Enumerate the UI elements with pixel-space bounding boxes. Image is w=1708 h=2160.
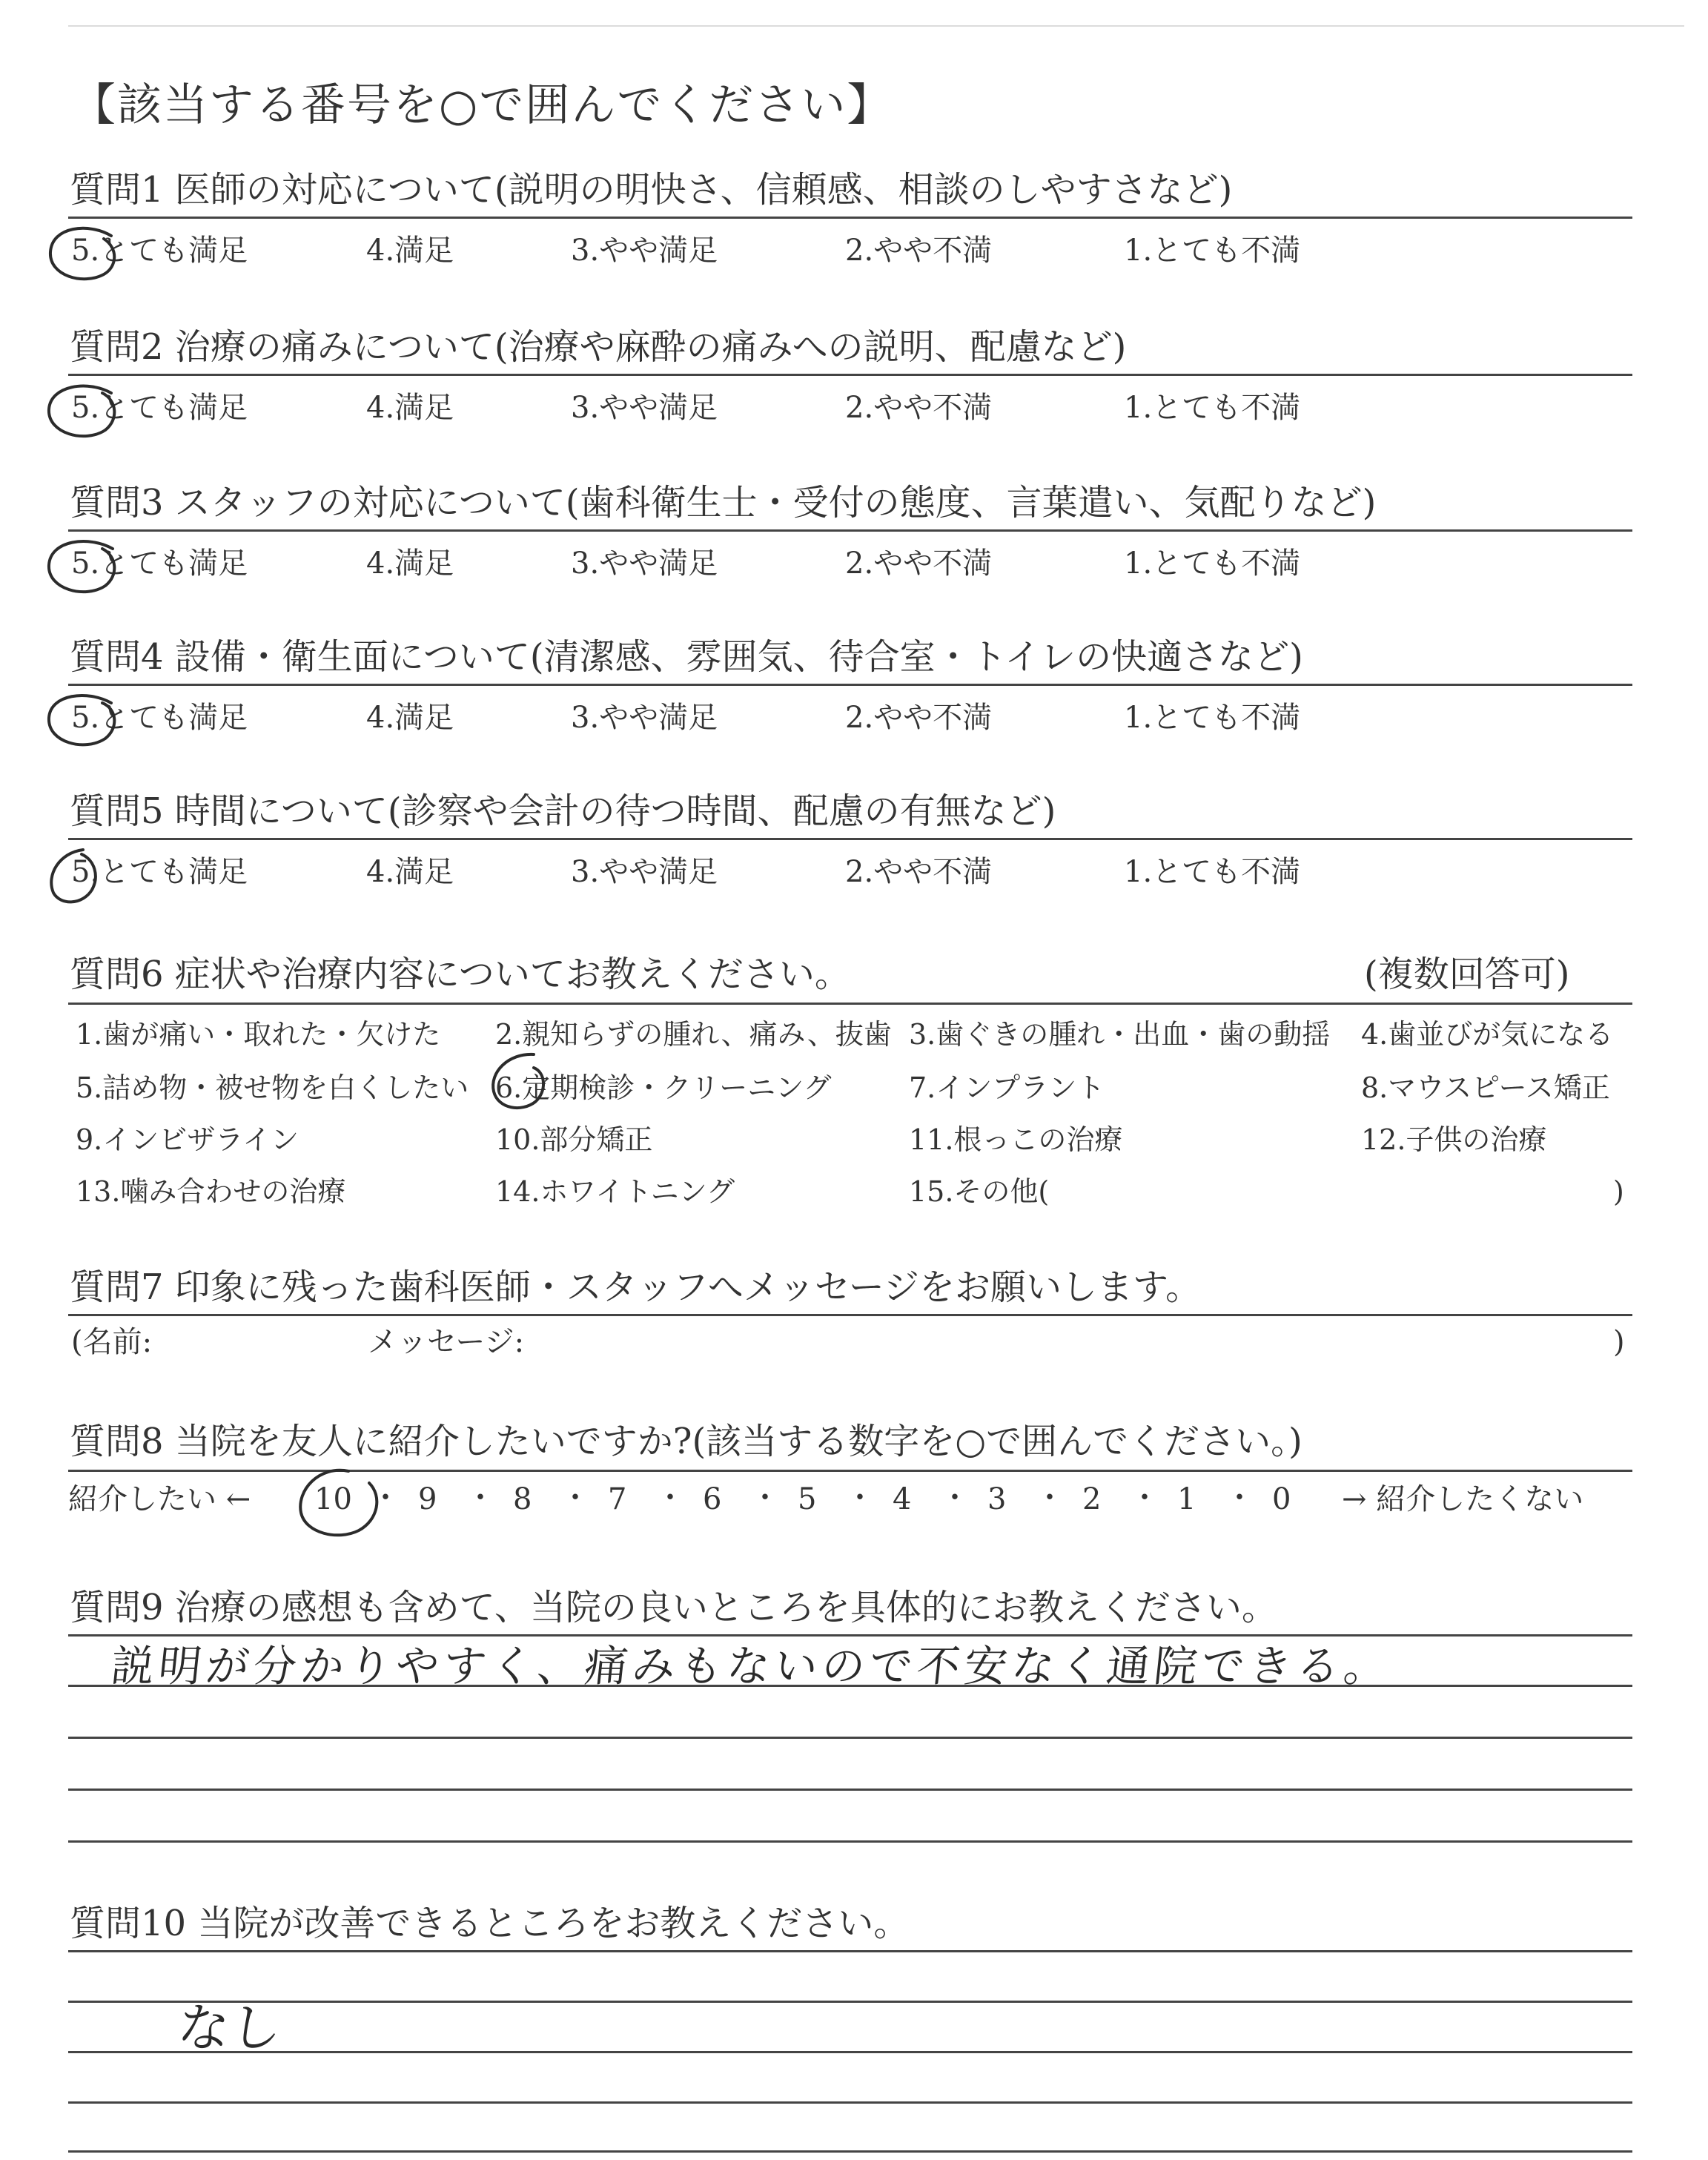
q6-other-close-paren: ) bbox=[1613, 1175, 1624, 1208]
q8-scale-separator: ・ bbox=[371, 1481, 400, 1515]
q8-scale-separator: ・ bbox=[940, 1481, 970, 1515]
q5-option-1[interactable]: 1.とても不満 bbox=[1124, 855, 1301, 889]
q1-option-5[interactable]: 5.とても満足 bbox=[71, 234, 248, 268]
q4-option-2[interactable]: 2.やや不満 bbox=[845, 701, 993, 735]
q9-handwritten-answer: 説明が分かりやすく、痛みもないので不安なく通院できる。 bbox=[108, 1641, 1394, 1691]
q1-circle-mark bbox=[50, 228, 114, 279]
q6-multi-note: (複数回答可) bbox=[1364, 954, 1570, 995]
page-title: 【該当する番号を○で囲んでください】 bbox=[71, 79, 893, 131]
q5-option-3[interactable]: 3.やや満足 bbox=[571, 855, 718, 889]
q8-scale-3[interactable]: 3 bbox=[987, 1482, 1007, 1516]
q1-option-3[interactable]: 3.やや満足 bbox=[571, 234, 718, 268]
q6-option-7[interactable]: 7.インプラント bbox=[909, 1071, 1105, 1104]
q1-option-4[interactable]: 4.満足 bbox=[366, 234, 454, 268]
q5-circle-mark bbox=[51, 850, 96, 902]
q4-circle-mark bbox=[49, 696, 114, 744]
q8-scale-9[interactable]: 9 bbox=[418, 1482, 437, 1516]
q8-scale-10[interactable]: 10 bbox=[314, 1482, 352, 1516]
q2-heading: 質問2 治療の痛みについて(治療や麻酔の痛みへの説明、配慮など) bbox=[70, 326, 1127, 368]
q8-scale-separator: ・ bbox=[750, 1481, 780, 1515]
q3-option-5[interactable]: 5.とても満足 bbox=[71, 546, 248, 581]
q3-option-2[interactable]: 2.やや不満 bbox=[845, 546, 993, 581]
q3-heading: 質問3 スタッフの対応について(歯科衛生士・受付の態度、言葉遣い、気配りなど) bbox=[70, 482, 1377, 524]
q6-option-11[interactable]: 11.根っこの治療 bbox=[909, 1123, 1123, 1156]
q6-option-2[interactable]: 2.親知らずの腫れ、痛み、抜歯 bbox=[495, 1018, 892, 1051]
q8-circle-mark bbox=[300, 1470, 377, 1535]
q6-circle-mark bbox=[493, 1054, 543, 1108]
q9-heading: 質問9 治療の感想も含めて、当院の良いところを具体的にお教えください。 bbox=[70, 1587, 1277, 1628]
q8-scale-separator: ・ bbox=[1035, 1481, 1065, 1515]
q8-scale-separator: ・ bbox=[1130, 1481, 1159, 1515]
q1-option-2[interactable]: 2.やや不満 bbox=[845, 234, 993, 268]
q6-heading: 質問6 症状や治療内容についてお教えください。 bbox=[70, 954, 850, 995]
q6-option-5[interactable]: 5.詰め物・被せ物を白くしたい bbox=[76, 1071, 469, 1104]
q6-option-9[interactable]: 9.インビザライン bbox=[76, 1123, 299, 1156]
q4-heading: 質問4 設備・衛生面について(清潔感、雰囲気、待合室・トイレの快適さなど) bbox=[70, 636, 1303, 678]
q5-option-4[interactable]: 4.満足 bbox=[366, 855, 454, 889]
q2-option-1[interactable]: 1.とても不満 bbox=[1124, 391, 1301, 425]
q6-option-12[interactable]: 12.子供の治療 bbox=[1361, 1123, 1547, 1156]
q6-option-4[interactable]: 4.歯並びが気になる bbox=[1361, 1018, 1614, 1051]
q8-heading: 質問8 当院を友人に紹介したいですか?(該当する数字を○で囲んでください。) bbox=[70, 1421, 1302, 1462]
q7-heading: 質問7 印象に残った歯科医師・スタッフへメッセージをお願いします。 bbox=[70, 1266, 1202, 1308]
q3-option-4[interactable]: 4.満足 bbox=[366, 546, 454, 581]
q6-option-13[interactable]: 13.噛み合わせの治療 bbox=[76, 1175, 346, 1208]
q3-circle-mark bbox=[49, 541, 114, 592]
q6-option-15[interactable]: 15.その他( bbox=[909, 1175, 1050, 1208]
q5-option-2[interactable]: 2.やや不満 bbox=[845, 855, 993, 889]
q6-option-3[interactable]: 3.歯ぐきの腫れ・出血・歯の動揺 bbox=[909, 1018, 1331, 1051]
q5-heading: 質問5 時間について(診察や会計の待つ時間、配慮の有無など) bbox=[70, 790, 1056, 832]
q4-option-5[interactable]: 5.とても満足 bbox=[71, 701, 248, 735]
q10-heading: 質問10 当院が改善できるところをお教えください。 bbox=[70, 1903, 910, 1944]
q8-scale-separator: ・ bbox=[655, 1481, 685, 1515]
q8-scale-6[interactable]: 6 bbox=[703, 1482, 722, 1516]
q2-option-5[interactable]: 5.とても満足 bbox=[71, 391, 248, 425]
q4-option-3[interactable]: 3.やや満足 bbox=[571, 701, 718, 735]
q8-scale-7[interactable]: 7 bbox=[608, 1482, 627, 1516]
q8-scale-separator: ・ bbox=[845, 1481, 875, 1515]
q8-scale-separator: ・ bbox=[560, 1481, 590, 1515]
q2-option-4[interactable]: 4.満足 bbox=[366, 391, 454, 425]
q4-option-4[interactable]: 4.満足 bbox=[366, 701, 454, 735]
q2-option-3[interactable]: 3.やや満足 bbox=[571, 391, 718, 425]
q2-option-2[interactable]: 2.やや不満 bbox=[845, 391, 993, 425]
q2-circle-mark bbox=[49, 386, 114, 437]
q5-option-5[interactable]: 5.とても満足 bbox=[71, 855, 248, 889]
q8-scale-separator: ・ bbox=[1225, 1481, 1254, 1515]
q8-scale-8[interactable]: 8 bbox=[513, 1482, 532, 1516]
q3-option-1[interactable]: 1.とても不満 bbox=[1124, 546, 1301, 581]
q7-close-paren: ) bbox=[1613, 1325, 1625, 1359]
q4-option-1[interactable]: 1.とても不満 bbox=[1124, 701, 1301, 735]
q7-name-label: (名前: bbox=[71, 1325, 153, 1359]
q8-scale-5[interactable]: 5 bbox=[798, 1482, 817, 1516]
q8-scale-4[interactable]: 4 bbox=[893, 1482, 912, 1516]
q8-scale-separator: ・ bbox=[466, 1481, 495, 1515]
q8-right-label: → 紹介したくない bbox=[1342, 1482, 1584, 1516]
q6-option-8[interactable]: 8.マウスピース矯正 bbox=[1361, 1071, 1610, 1104]
q8-scale-2[interactable]: 2 bbox=[1082, 1482, 1102, 1516]
q8-scale-0[interactable]: 0 bbox=[1272, 1482, 1291, 1516]
q10-handwritten-answer: なし bbox=[174, 1998, 285, 2058]
q1-option-1[interactable]: 1.とても不満 bbox=[1124, 234, 1301, 268]
q8-scale-1[interactable]: 1 bbox=[1177, 1482, 1196, 1516]
q6-option-1[interactable]: 1.歯が痛い・取れた・欠けた bbox=[76, 1018, 441, 1051]
q8-left-label: 紹介したい ← bbox=[68, 1482, 251, 1516]
q6-option-6[interactable]: 6.定期検診・クリーニング bbox=[495, 1071, 832, 1104]
q6-option-14[interactable]: 14.ホワイトニング bbox=[495, 1175, 735, 1208]
q3-option-3[interactable]: 3.やや満足 bbox=[571, 546, 718, 581]
q7-message-label: メッセージ: bbox=[368, 1325, 525, 1359]
q6-option-10[interactable]: 10.部分矯正 bbox=[495, 1123, 653, 1156]
q1-heading: 質問1 医師の対応について(説明の明快さ、信頼感、相談のしやすさなど) bbox=[70, 169, 1233, 211]
